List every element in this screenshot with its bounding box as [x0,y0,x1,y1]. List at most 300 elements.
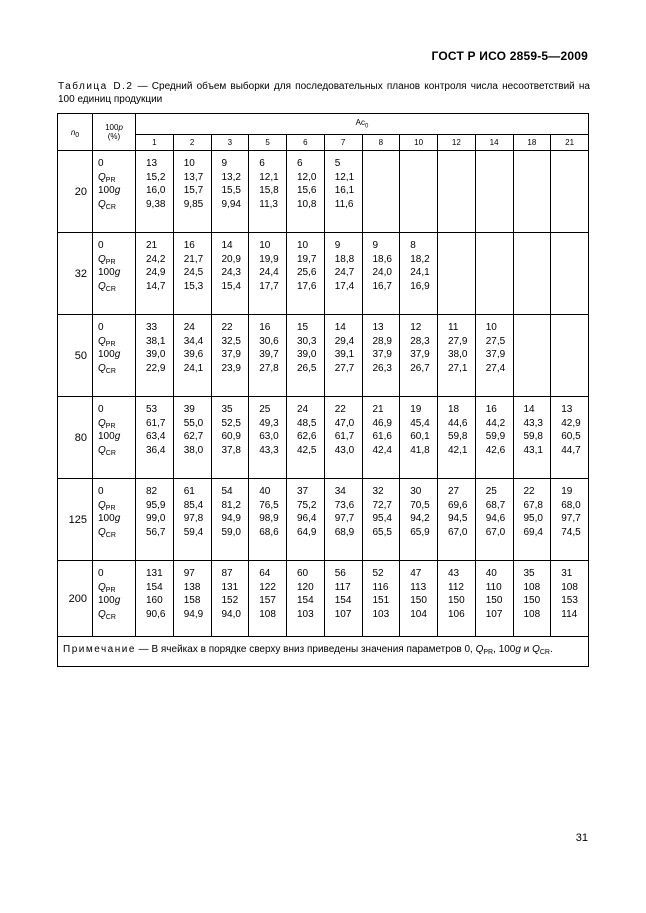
cell-value: 74,5 [561,526,581,538]
cell-value: 53 [146,404,158,415]
cell-value: 81,2 [221,499,241,511]
n0-subscript: 0 [75,131,80,139]
param-qpr: $Q_{PR}$ [98,417,116,430]
cell-value: 59,9 [485,431,506,442]
cell-value: 62,7 [183,431,204,442]
value-cell [475,315,513,397]
percent-header-top: 100p [105,123,123,132]
cell-value: 43,0 [334,444,355,456]
cell-value: 94,2 [410,513,430,524]
sample-size-table [57,113,589,667]
cell-value: 49,3 [259,417,279,429]
ac0-column-header: 21 [551,135,589,151]
cell-value: 68,0 [561,499,581,511]
parameter-labels-cell [93,233,136,315]
value-cell [513,151,551,233]
value-cell [475,233,513,315]
cell-value: 13 [146,158,158,169]
cell-value: 19,9 [259,253,279,265]
ac0-column-header: 5 [249,135,287,151]
cell-value: 60,9 [221,431,241,442]
param-zero: 0 [98,568,104,579]
value-cell [362,479,400,561]
cell-value: 13,7 [183,171,204,183]
cell-value: 27,9 [448,335,468,347]
cell-value: 27,7 [334,362,355,374]
cell-value: 42,5 [297,444,317,456]
cell-value: 97,8 [183,513,204,524]
cell-value: 103 [372,608,390,620]
value-cell [287,561,325,637]
value-cell [324,315,362,397]
value-cell [400,315,438,397]
cell-value: 16 [485,404,497,415]
cell-value: 73,6 [334,499,355,511]
value-cell [400,151,438,233]
cell-value: 10,8 [297,198,317,210]
ac0-values-row [58,135,589,151]
ac0-column-header: 8 [362,135,400,151]
cell-value: 9 [221,158,228,169]
param-zero: 0 [98,404,104,415]
cell-value: 5 [334,158,341,169]
cell-value: 95,0 [523,513,543,524]
cell-value: 69,6 [448,499,468,511]
cell-value: 65,5 [372,526,392,538]
cell-value: 110 [485,581,502,593]
cell-value: 94,6 [485,513,506,524]
ac0-column-header: 3 [211,135,249,151]
cell-value: 23,9 [221,362,241,374]
cell-value: 11,3 [259,198,278,210]
param-zero: 0 [98,322,104,333]
parameter-labels-cell [93,479,136,561]
cell-value: 9,38 [146,198,166,210]
cell-value: 29,4 [334,335,355,347]
cell-value: 107 [485,608,503,620]
cell-value: 14 [523,404,535,415]
n0-cell: 32 [58,233,93,315]
value-cell [173,397,211,479]
param-qpr: $Q_{PR}$ [98,253,116,266]
cell-value: 108 [259,608,276,620]
parameter-labels-cell [93,151,136,233]
value-cell [324,233,362,315]
cell-value: 59,4 [183,526,204,538]
table-note: Примечание — В ячейках в порядке сверху вниз приведены значения параметров 0, $Q_{PR}$, 100g и $Q_{CR}$. [58,637,589,667]
value-cell [249,561,287,637]
cell-value: 150 [448,595,465,606]
cell-value: 33 [146,322,158,333]
cell-value: 24,3 [221,267,241,278]
cell-value: 35 [221,404,233,415]
cell-value: 150 [485,595,503,606]
cell-value: 60 [297,568,309,579]
cell-value: 25,6 [297,267,317,278]
cell-value: 22 [221,322,233,333]
document-code: ГОСТ Р ИСО 2859-5—2009 [431,49,588,63]
cell-value: 8 [410,240,416,251]
n0-cell: 125 [58,479,93,561]
value-cell [249,397,287,479]
ac0-symbol: Ac [355,118,365,128]
note-label: Примечание [63,644,136,655]
cell-value: 37,8 [221,444,241,456]
cell-value: 9,94 [221,198,241,210]
cell-value: 18,2 [410,253,430,265]
value-cell [287,479,325,561]
cell-value: 64 [259,568,271,579]
cell-value: 97,7 [334,513,355,524]
cell-value: 21 [372,404,384,415]
param-qcr: $Q_{CR}$ [98,444,116,457]
value-cell [551,479,589,561]
cell-value: 72,7 [372,499,392,511]
cell-value: 19,7 [297,253,317,265]
cell-value: 40 [485,568,497,579]
cell-value: 104 [410,608,427,620]
value-cell [438,233,476,315]
param-zero: 0 [98,240,104,251]
ac0-column-header: 12 [438,135,476,151]
cell-value: 15,3 [183,280,204,292]
cell-value: 20,9 [221,253,241,265]
value-cell [551,151,589,233]
cell-value: 10 [297,240,309,251]
cell-value: 16,7 [372,280,392,292]
cell-value: 37,9 [485,349,506,360]
cell-value: 94,0 [221,608,241,620]
cell-value: 6 [259,158,265,169]
value-cell [249,315,287,397]
cell-value: 113 [410,581,427,593]
param-100g: 100g [98,595,121,606]
cell-value: 154 [334,595,352,606]
value-cell [438,315,476,397]
n0-cell: 200 [58,561,93,637]
cell-value: 76,5 [259,499,279,511]
value-cell [211,397,249,479]
value-cell [136,479,174,561]
cell-value: 31 [561,568,573,579]
value-cell [513,315,551,397]
value-cell [287,151,325,233]
cell-value: 54 [221,486,233,497]
cell-value: 67,8 [523,499,543,511]
value-cell [438,397,476,479]
cell-value: 116 [372,581,389,593]
cell-value: 9 [372,240,379,251]
cell-value: 27,4 [485,362,506,374]
value-cell [362,315,400,397]
param-qcr: $Q_{CR}$ [98,198,116,211]
cell-value: 160 [146,595,163,606]
cell-value: 108 [523,608,541,620]
cell-value: 10 [259,240,271,251]
cell-value: 24,4 [259,267,279,278]
cell-value: 15,4 [221,280,241,292]
n0-cell: 50 [58,315,93,397]
cell-value: 47 [410,568,422,579]
param-qpr: $Q_{PR}$ [98,335,116,348]
cell-value: 117 [334,581,351,593]
cell-value: 67,0 [485,526,506,538]
cell-value: 27,8 [259,362,279,374]
ac0-header [136,114,589,135]
cell-value: 42,1 [448,444,468,456]
cell-value: 94,9 [183,608,204,620]
cell-value: 75,2 [297,499,317,511]
cell-value: 157 [259,595,276,606]
cell-value: 32 [372,486,384,497]
value-cell [551,315,589,397]
param-qpr: $Q_{PR}$ [98,581,116,594]
ac0-column-header: 10 [400,135,438,151]
value-cell [475,397,513,479]
cell-value: 12,1 [334,171,355,183]
cell-value: 95,9 [146,499,166,511]
cell-value: 37,9 [410,349,430,360]
cell-value: 44,6 [448,417,468,429]
table-row [58,315,589,397]
cell-value: 131 [221,581,239,593]
cell-value: 52,5 [221,417,241,429]
value-cell [400,397,438,479]
cell-value: 82 [146,486,158,497]
table-row [58,233,589,315]
cell-value: 103 [297,608,314,620]
value-cell [475,561,513,637]
cell-value: 87 [221,568,233,579]
cell-value: 37,9 [372,349,392,360]
cell-value: 158 [183,595,201,606]
cell-value: 36,4 [146,444,166,456]
value-cell [211,479,249,561]
cell-value: 39,1 [334,349,355,360]
value-cell [173,151,211,233]
value-cell [362,151,400,233]
ac0-column-header: 7 [324,135,362,151]
ac0-column-header: 2 [173,135,211,151]
cell-value: 131 [146,568,163,579]
cell-value: 38,1 [146,335,166,347]
value-cell [249,479,287,561]
table-caption [58,80,590,106]
cell-value: 150 [410,595,427,606]
cell-value: 24,1 [410,267,430,278]
n0-cell: 20 [58,151,93,233]
value-cell [438,151,476,233]
cell-value: 24 [183,322,195,333]
percent-header-unit: (%) [107,132,121,141]
table-row [58,151,589,233]
cell-value: 37,9 [221,349,241,360]
cell-value: 138 [183,581,201,593]
cell-value: 94,5 [448,513,468,524]
cell-value: 99,0 [146,513,166,524]
cell-value: 18,6 [372,253,392,265]
table-row [58,479,589,561]
cell-value: 37 [297,486,309,497]
value-cell [136,561,174,637]
value-cell [211,233,249,315]
value-cell [324,479,362,561]
param-100g: 100g [98,431,121,442]
cell-value: 25 [485,486,497,497]
cell-value: 18 [448,404,460,415]
cell-value: 16 [183,240,195,251]
cell-value: 35 [523,568,535,579]
cell-value: 11 [448,322,459,333]
cell-value: 34,4 [183,335,204,347]
cell-value: 63,4 [146,431,166,442]
cell-value: 13 [561,404,573,415]
cell-value: 114 [561,608,578,620]
value-cell [173,315,211,397]
cell-value: 46,9 [372,417,392,429]
cell-value: 27 [448,486,460,497]
param-zero: 0 [98,486,104,497]
cell-value: 15 [297,322,309,333]
cell-value: 59,8 [523,431,543,442]
n0-header [58,114,93,151]
cell-value: 107 [334,608,352,620]
value-cell [136,151,174,233]
param-100g: 100g [98,349,121,360]
cell-value: 120 [297,581,314,593]
parameter-labels-cell [93,561,136,637]
cell-value: 151 [372,595,390,606]
parameter-labels-cell [93,315,136,397]
cell-value: 56,7 [146,526,166,538]
value-cell [173,479,211,561]
caption-label: Таблица D.2 [58,81,134,92]
value-cell [211,315,249,397]
cell-value: 19 [561,486,573,497]
cell-value: 24,9 [146,267,166,278]
param-100g: 100g [98,513,121,524]
cell-value: 21,7 [183,253,204,265]
value-cell [475,479,513,561]
value-cell [551,397,589,479]
cell-value: 30,3 [297,335,317,347]
cell-value: 13 [372,322,384,333]
cell-value: 34 [334,486,346,497]
cell-value: 68,7 [485,499,506,511]
param-qcr: $Q_{CR}$ [98,526,116,539]
cell-value: 22,9 [146,362,166,374]
value-cell [400,561,438,637]
value-cell [513,397,551,479]
cell-value: 47,0 [334,417,355,429]
cell-value: 70,5 [410,499,430,511]
cell-value: 17,7 [259,280,279,292]
cell-value: 61,7 [146,417,166,429]
param-qcr: $Q_{CR}$ [98,280,116,293]
cell-value: 6 [297,158,303,169]
cell-value: 85,4 [183,499,204,511]
cell-value: 30,6 [259,335,279,347]
value-cell [249,151,287,233]
cell-value: 16 [259,322,271,333]
cell-value: 39,7 [259,349,279,360]
value-cell [136,233,174,315]
cell-value: 13,2 [221,171,241,183]
cell-value: 112 [448,581,464,593]
cell-value: 24,5 [183,267,204,278]
value-cell [400,479,438,561]
cell-value: 24,7 [334,267,355,278]
ac0-column-header: 14 [475,135,513,151]
cell-value: 153 [561,595,578,606]
value-cell [287,233,325,315]
value-cell [475,151,513,233]
value-cell [287,315,325,397]
cell-value: 94,9 [221,513,241,524]
cell-value: 68,9 [334,526,355,538]
value-cell [513,233,551,315]
cell-value: 90,6 [146,608,166,620]
cell-value: 43,3 [523,417,543,429]
cell-value: 10 [183,158,195,169]
table-row [58,561,589,637]
cell-value: 32,5 [221,335,241,347]
cell-value: 95,4 [372,513,392,524]
cell-value: 30 [410,486,422,497]
cell-value: 40 [259,486,271,497]
value-cell [249,233,287,315]
value-cell [362,561,400,637]
cell-value: 42,4 [372,444,392,456]
cell-value: 15,6 [297,185,317,196]
cell-value: 14,7 [146,280,166,292]
cell-value: 65,9 [410,526,430,538]
cell-value: 98,9 [259,513,279,524]
cell-value: 44,2 [485,417,506,429]
cell-value: 24 [297,404,309,415]
cell-value: 39,0 [297,349,317,360]
value-cell [438,561,476,637]
cell-value: 12,0 [297,171,317,183]
cell-value: 15,2 [146,171,166,183]
cell-value: 22 [334,404,346,415]
param-qcr: $Q_{CR}$ [98,362,116,375]
cell-value: 68,6 [259,526,279,538]
cell-value: 61 [183,486,195,497]
value-cell [513,561,551,637]
parameter-labels-cell [93,397,136,479]
value-cell [324,151,362,233]
n0-cell: 80 [58,397,93,479]
n0-symbol: n [70,127,76,137]
cell-value: 45,4 [410,417,430,429]
cell-value: 43,1 [523,444,543,456]
cell-value: 42,6 [485,444,506,456]
cell-value: 62,6 [297,431,317,442]
cell-value: 39,6 [183,349,204,360]
value-cell [513,479,551,561]
param-100g: 100g [98,267,121,278]
cell-value: 52 [372,568,384,579]
cell-value: 11,6 [334,198,354,210]
ac0-column-header: 6 [287,135,325,151]
cell-value: 19 [410,404,422,415]
cell-value: 21 [146,240,158,251]
cell-value: 24,0 [372,267,392,278]
param-qpr: $Q_{PR}$ [98,171,116,184]
cell-value: 64,9 [297,526,317,538]
cell-value: 108 [561,581,578,593]
